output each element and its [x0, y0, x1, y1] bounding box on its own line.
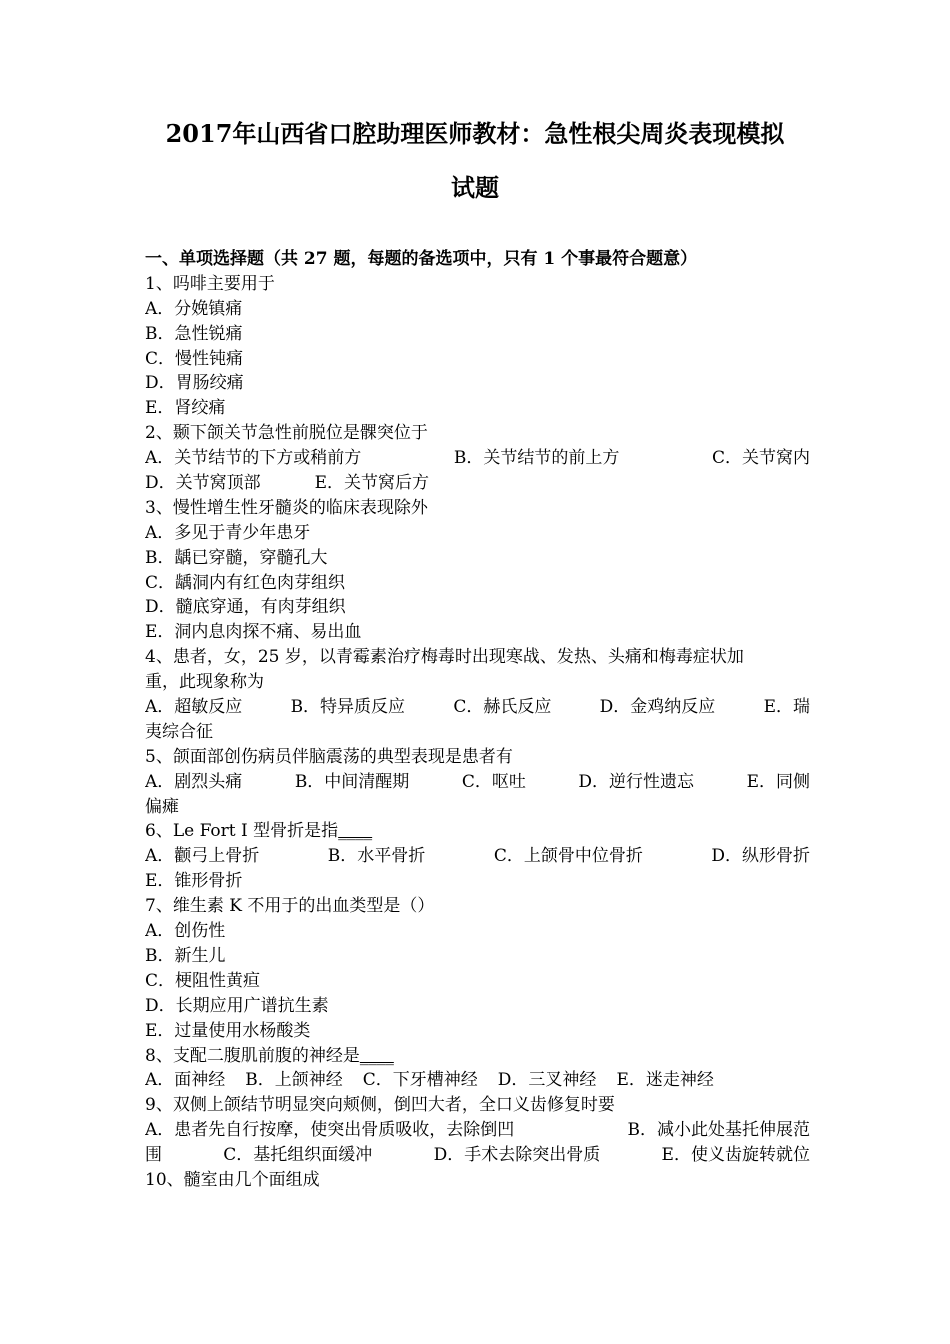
question-list: [145, 247, 810, 1193]
question-6-option-a: A．颧弓上骨折: [145, 846, 260, 867]
question-3-stem: 3、慢性增生性牙髓炎的临床表现除外: [145, 497, 428, 518]
question-5-option-e: E．同侧: [746, 771, 810, 792]
question-9-stem: 9、双侧上颌结节明显突向颊侧，倒凹大者，全口义齿修复时要: [145, 1095, 615, 1116]
question-4-option-c: C．赫氏反应: [453, 697, 552, 718]
question-2-option-d: D．关节窝顶部: [145, 473, 261, 494]
question-5-options-row: [145, 770, 810, 795]
question-3-option-a: A．多见于青少年患牙: [145, 522, 311, 543]
question-9-option-a: A．患者先自行按摩，使突出骨质吸收，去除倒凹: [145, 1120, 515, 1141]
question-9-option-b: B．减小此处基托伸展范: [627, 1120, 810, 1141]
question-1-option-b: B．急性锐痛: [145, 323, 243, 344]
question-9-option-d: D．手术去除突出骨质: [433, 1145, 601, 1166]
question-4-option-e: E．瑞: [763, 697, 810, 718]
document-title-line-2: 试题: [451, 173, 499, 202]
question-8-option-d: D．三叉神经: [497, 1070, 597, 1091]
question-3-option-c: C．龋洞内有红色肉芽组织: [145, 572, 346, 593]
question-2-stem: 2、颞下颌关节急性前脱位是髁突位于: [145, 423, 428, 444]
question-10-stem: 10、髓室由几个面组成: [145, 1169, 320, 1190]
question-5-option-d: D．逆行性遗忘: [578, 771, 695, 792]
question-2-option-b: B．关节结节的前上方: [453, 448, 620, 469]
question-4-stem-line-2: 重，此现象称为: [145, 672, 264, 693]
question-7-option-e: E．过量使用水杨酸类: [145, 1020, 311, 1041]
question-5-stem: 5、颌面部创伤病员伴脑震荡的典型表现是患者有: [145, 746, 513, 767]
question-5-option-e-continued: 偏瘫: [145, 796, 179, 817]
question-8-stem-text: 8、支配二腹肌前腹的神经是: [145, 1045, 360, 1066]
question-8-option-a: A．面神经: [145, 1070, 226, 1091]
question-9-option-e: E．使义齿旋转就位: [661, 1145, 810, 1166]
question-4-options-row: [145, 695, 810, 720]
question-9-option-c: C．基托组织面缓冲: [223, 1145, 373, 1166]
question-6-option-e: E．锥形骨折: [145, 871, 243, 892]
question-4-option-b: B．特异质反应: [290, 697, 406, 718]
question-3-option-e: E．洞内息肉探不痛、易出血: [145, 622, 362, 643]
question-4-option-d: D．金鸡纳反应: [599, 697, 716, 718]
question-8-option-b: B．上颌神经: [245, 1070, 343, 1091]
question-1-stem: 1、吗啡主要用于: [145, 273, 275, 294]
question-7-option-a: A．创伤性: [145, 921, 226, 942]
question-6-option-b: B．水平骨折: [327, 846, 426, 867]
question-9-options-row-2: [145, 1143, 810, 1168]
question-6-option-d: D．纵形骨折: [711, 846, 810, 867]
question-5-option-a: A．剧烈头痛: [145, 771, 243, 792]
question-7-option-d: D．长期应用广谱抗生素: [145, 995, 329, 1016]
question-5-option-b: B．中间清醒期: [294, 771, 410, 792]
question-4-stem-line-1: 4、患者，女，25 岁，以青霉素治疗梅毒时出现寒战、发热、头痛和梅毒症状加: [145, 647, 744, 668]
question-1-option-a: A．分娩镇痛: [145, 298, 243, 319]
question-8-options-row: [145, 1068, 810, 1093]
question-7-stem: 7、维生素 K 不用于的出血类型是（）: [145, 896, 435, 917]
question-2-option-c: C．关节窝内: [711, 448, 810, 469]
question-7-option-c: C．梗阻性黄疸: [145, 970, 261, 991]
question-3-option-b: B．龋已穿髓，穿髓孔大: [145, 547, 328, 568]
question-8-option-e: E．迷走神经: [616, 1070, 714, 1091]
question-8-option-c: C．下牙槽神经: [362, 1070, 478, 1091]
question-2-option-e: E．关节窝后方: [314, 473, 430, 494]
question-2-options-row-2: [145, 471, 810, 496]
question-8-stem: [145, 1044, 810, 1069]
question-1-option-c: C．慢性钝痛: [145, 348, 244, 369]
question-2-options-row-1: [145, 446, 810, 471]
question-4-option-e-continued: 夷综合征: [145, 721, 213, 742]
question-9-option-b-continued: 围: [145, 1145, 162, 1166]
question-4-option-a: A．超敏反应: [145, 697, 243, 718]
question-1-option-d: D．胃肠绞痛: [145, 373, 244, 394]
question-9-options-row-1: [145, 1118, 810, 1143]
question-8-blank: ____: [359, 1045, 394, 1066]
question-7-option-b: B．新生儿: [145, 945, 226, 966]
question-3-option-d: D．髓底穿通，有肉芽组织: [145, 597, 346, 618]
question-6-stem: [145, 819, 810, 844]
document-title-line-1: 2017年山西省口腔助理医师教材：急性根尖周炎表现模拟: [165, 119, 785, 148]
question-6-blank: ____: [338, 821, 373, 842]
question-1-option-e: E．肾绞痛: [145, 398, 226, 419]
question-6-option-c: C．上颌骨中位骨折: [493, 846, 643, 867]
section-header: 一、单项选择题（共 27 题，每题的备选项中，只有 1 个事最符合题意）: [145, 249, 698, 269]
question-6-stem-text: 6、Le Fort Ⅰ 型骨折是指: [145, 821, 339, 842]
question-5-option-c: C．呕吐: [461, 771, 526, 792]
question-2-option-a: A．关节结节的下方或稍前方: [145, 448, 362, 469]
question-6-options-row: [145, 844, 810, 869]
